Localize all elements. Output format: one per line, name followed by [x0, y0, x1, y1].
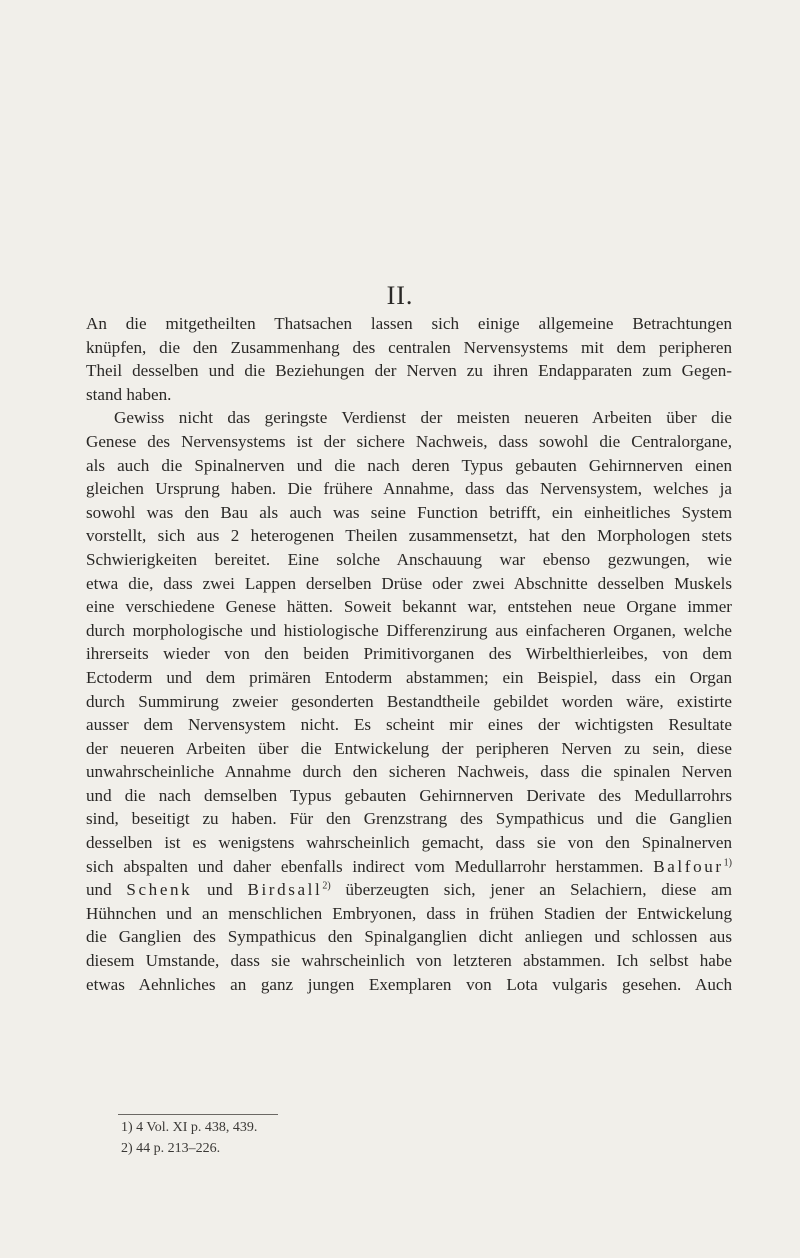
text-line: vorstellt, sich aus 2 heterogenen Theilen zusammensetzt, hat den Morphologen stets: [86, 526, 732, 546]
text-line: Theil desselben und die Beziehungen der Nerven zu ihren Endapparaten zum Gegen-: [86, 361, 732, 381]
text-line-balfour: [86, 855, 732, 879]
text-line: eine verschiedene Genese hätten. Soweit bekannt war, entstehen neue Organe immer: [86, 597, 732, 617]
text-line: Gewiss nicht das geringste Verdienst der meisten neueren Arbeiten über die: [114, 408, 732, 428]
text-line: Genese des Nervensystems ist der sichere Nachweis, dass sowohl die Centralorgane,: [86, 431, 732, 451]
text-line: und die nach demselben Typus gebauten Gehirnnerven Derivate des Medullarrohrs: [86, 785, 732, 805]
footnote-ref: 2): [322, 880, 331, 892]
text-line: als auch die Spinalnerven und die nach deren Typus gebauten Gehirnnerven einen: [86, 455, 732, 475]
text-line: Ectoderm und dem primären Entoderm abstammen; ein Beispiel, dass ein Organ: [86, 667, 732, 687]
text-line: stand haben.: [86, 384, 172, 404]
text-line-schenk: [86, 878, 732, 902]
text-line: An die mitgetheilten Thatsachen lassen sich einige allgemeine Betrachtungen: [86, 314, 732, 333]
text-line: ihrerseits wieder von den beiden Primitivorganen des Wirbelthierleibes, von dem: [86, 644, 732, 664]
text-line: etwas Aehnliches an ganz jungen Exemplaren von Lota vulgaris gesehen. Auch: [86, 974, 732, 994]
author-name: Balfour: [653, 856, 724, 876]
footnote-ref: 1): [723, 856, 732, 868]
section-heading: II.: [386, 281, 414, 310]
text-line: sowohl was den Bau als auch was seine Function betrifft, ein einheitliches System: [86, 502, 732, 522]
text-line: etwa die, dass zwei Lappen derselben Drüse oder zwei Abschnitte desselben Muskels: [86, 573, 732, 593]
text-line: unwahrscheinliche Annahme durch den sicheren Nachweis, dass die spinalen Nerven: [86, 762, 732, 782]
line-text: überzeugten sich, jener an Selachiern, diese am: [330, 880, 732, 900]
text-line: diesem Umstande, dass sie wahrscheinlich von letzteren abstammen. Ich selbst habe: [86, 951, 732, 971]
footnote: 2) 44 p. 213–226.: [121, 1141, 221, 1156]
body-text: [86, 312, 732, 996]
text-line: sind, beseitigt zu haben. Für den Grenzstrang des Sympathicus und die Ganglien: [86, 809, 732, 829]
author-name: Schenk: [126, 880, 193, 900]
line-text: und: [86, 880, 127, 900]
text-line: desselben ist es wenigstens wahrscheinlich gemacht, dass sie von den Spinalnerven: [86, 833, 732, 853]
text-line: die Ganglien des Sympathicus den Spinalganglien dicht anliegen und schlossen aus: [86, 927, 732, 947]
text-line: Hühnchen und an menschlichen Embryonen, dass in frühen Stadien der Entwickelung: [86, 903, 732, 923]
line-text: und: [192, 880, 248, 900]
text-line: durch Summirung zweier gesonderten Bestandtheile gebildet worden wäre, existirte: [86, 691, 732, 711]
text-line: Schwierigkeiten bereitet. Eine solche Anschauung war ebenso gezwungen, wie: [86, 549, 732, 569]
text-line: der neueren Arbeiten über die Entwickelung der peripheren Nerven zu sein, diese: [86, 738, 732, 758]
footnote: 1) 4 Vol. XI p. 438, 439.: [121, 1120, 258, 1135]
text-line: durch morphologische und histiologische Differenzirung aus einfacheren Organen, welche: [86, 620, 732, 640]
line-text: sich abspalten und daher ebenfalls indirect vom Medullarrohr herstammen.: [86, 856, 654, 876]
footnotes: [121, 1117, 257, 1159]
text-line: ausser dem Nervensystem nicht. Es scheint mir eines der wichtigsten Resultate: [86, 715, 732, 735]
text-line: gleichen Ursprung haben. Die frühere Annahme, dass das Nervensystem, welches ja: [86, 479, 732, 499]
text-line: knüpfen, die den Zusammenhang des centralen Nervensystems mit dem peripheren: [86, 337, 732, 357]
footnote-divider: [118, 1114, 278, 1115]
author-name: Birdsall: [247, 880, 323, 900]
